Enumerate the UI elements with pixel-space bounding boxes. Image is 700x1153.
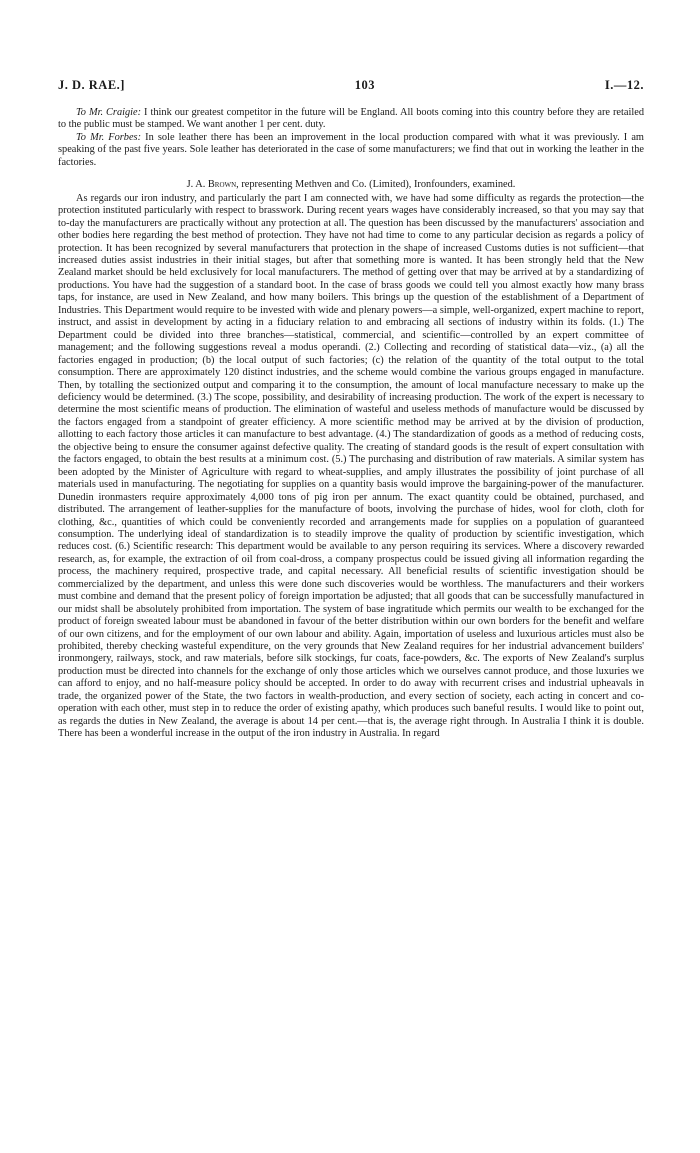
answer-paragraph-1 [58,107,644,132]
witness-heading [58,179,644,191]
header-author: J. D. RAE.] [58,78,125,92]
addressee-label: To Mr. Forbes: [76,131,142,143]
answer-text: In sole leather there has been an improvement in the local production compared with what it was previously. I am speaking of the past five years. Sole leather has deteriorated in the case of some manufacturers; we find that out in working the leather in the factories. [58,131,644,168]
page-number: 103 [354,78,376,92]
document-reference: I.—12. [604,78,644,92]
section-gap [58,169,644,179]
addressee-label: To Mr. Craigie: [76,107,142,118]
answer-text: I think our greatest competitor in the future will be England. All boots coming into this country before they are retailed to the public must be stamped. We want another 1 per cent. duty. [58,107,644,131]
witness-description: , representing Methven and Co. (Limited), Ironfounders, examined. [236,179,516,191]
answer-paragraph-2 [58,132,644,169]
testimony-body: As regards our iron industry, and particularly the part I am connected with, we have had some difficulty as regards the protection—the protection instituted particularly with respect to brasswork. During recent years wages have considerably increased, so that you may say that to-day the manufacturers are practically without any protection at all. The question has been discussed by the manufacturers' association and other bodies here regarding the best method of protection. They have not had time to come to any particular decision as regards a policy of protection. It has been recognized by several manufacturers that protection in the shape of increased Customs duties is not sufficient—that increased duties assist industries in their initial stages, but after that something more is wanted. It has been strongly held that the New Zealand market should be held exclusively for local manufacturers. The method of getting over that may be arrived at by a standardizing of productions. You have had the suggestion of a standard boot. In the case of brass goods we could tell you almost exactly how many brass taps, for instance, are used in New Zealand, and how many boilers. This brings up the question of the establishment of a Department of Industries. This Department would require to be invested with wide and plenary powers—a simple, well-organized, expert machine to report, instruct, and assist in development by acting in a fiduciary relation to and embracing all sections of industry within its folds. (1.) The Department could be divided into three branches—statistical, commercial, and scientific—controlled by an expert committee of management; and the following suggestions reveal a modus operandi. (2.) Collecting and recording of statistical data—viz., (a) all the factories engaged in production; (b) the local output of such factories; (c) the relation of the quantity of the total output to the total consumption. There are approximately 120 distinct industries, and the scheme would combine the various groups engaged in manufacture. Then, by totalling the sectionized output and comparing it to the consumption, the amount of local manufacture necessary to make up the deficiency would be determined. (3.) The scope, possibility, and desirability of increasing production. The work of the expert is necessary to determine the most scientific means of production. The elimination of wasteful and useless methods of manufacture would be discussed by the factors engaged from a standpoint of greater efficiency. A more scientific method may be arrived at by the division of production, allotting to each factory those articles it can manufacture to best advantage. (4.) The standardization of goods as a method of reducing costs, the objective being to ensure the consumer against defective quality. The creating of standard goods is the result of expert consultation with the factors engaged, to obtain the best results at a minimum cost. (5.) The purchasing and distribution of raw materials. A similar system has been adopted by the Minister of Agriculture with regard to wheat-supplies, and amply illustrates the possibility of joint purchase of all materials used in manufacturing. The negotiating for supplies on a quantity basis would improve the bargaining-power of the manufacturer. Dunedin ironmasters require approximately 4,000 tons of pig iron per annum. The exact quantity could be obtained, purchased, and distributed. The arrangement of leather-supplies for the manufacture of boots, involving the purchase of hides, wool for cloth, cloth for clothing, &c., quantities of which could be conveniently recorded and arrangements made for supplies on a population of guaranteed consumption. The underlying ideal of standardization is to steadily improve the quality of production by scientific investigation, which reduces cost. (6.) Scientific research: This department would be available to any person requiring its services. Where a discovery rewarded research, as, for example, the extraction of oil from coal-dross, a company prospectus could be issued giving all information regarding the process, the machinery required, prospective trade, and capital necessary. All beneficial results of scientific investigation should be commercialized by the department, and unless this were done such discoveries would be worthless. The manufacturers and their workers must combine and demand that the present policy of foreign importation be adjusted; that all goods that can be successfully manufactured in our midst shall be absolutely prohibited from importation. The system of base ingratitude which permits our wealth to be exchanged for the product of foreign sweated labour must be abandoned in favour of the better distribution within our own borders for the benefit and welfare of our own citizens, and for the employment of our own labour and ability. Again, importation of useless and luxurious articles must also be prohibited, thereby checking wasteful expenditure, on the very grounds that New Zealand requires for her industrial advancement builders' ironmongery, railways, stock, and raw materials, before silk stockings, fur coats, face-powders, &c. The exports of New Zealand's surplus production must be directed into channels for the exchange of only those articles which we ourselves cannot produce, and those luxuries we can afford to enjoy, and no half-measure policy should be accepted. In order to do away with recurrent crises and industrial upheavals in trade, the organized power of the State, the two factors in wealth-production, and every section of society, each acting in concert and co-operation with each other, must step in to reduce the order of existing apathy, which produces such baneful results. I would like to point out, as regards the duties in New Zealand, the average is about 14 per cent.—that is, the average right through. In Australia I think it is double. There has been a wonderful increase in the output of the iron industry in Australia. In regard [58,192,644,740]
running-header [58,78,644,93]
witness-name: J. A. Brown [186,179,237,191]
